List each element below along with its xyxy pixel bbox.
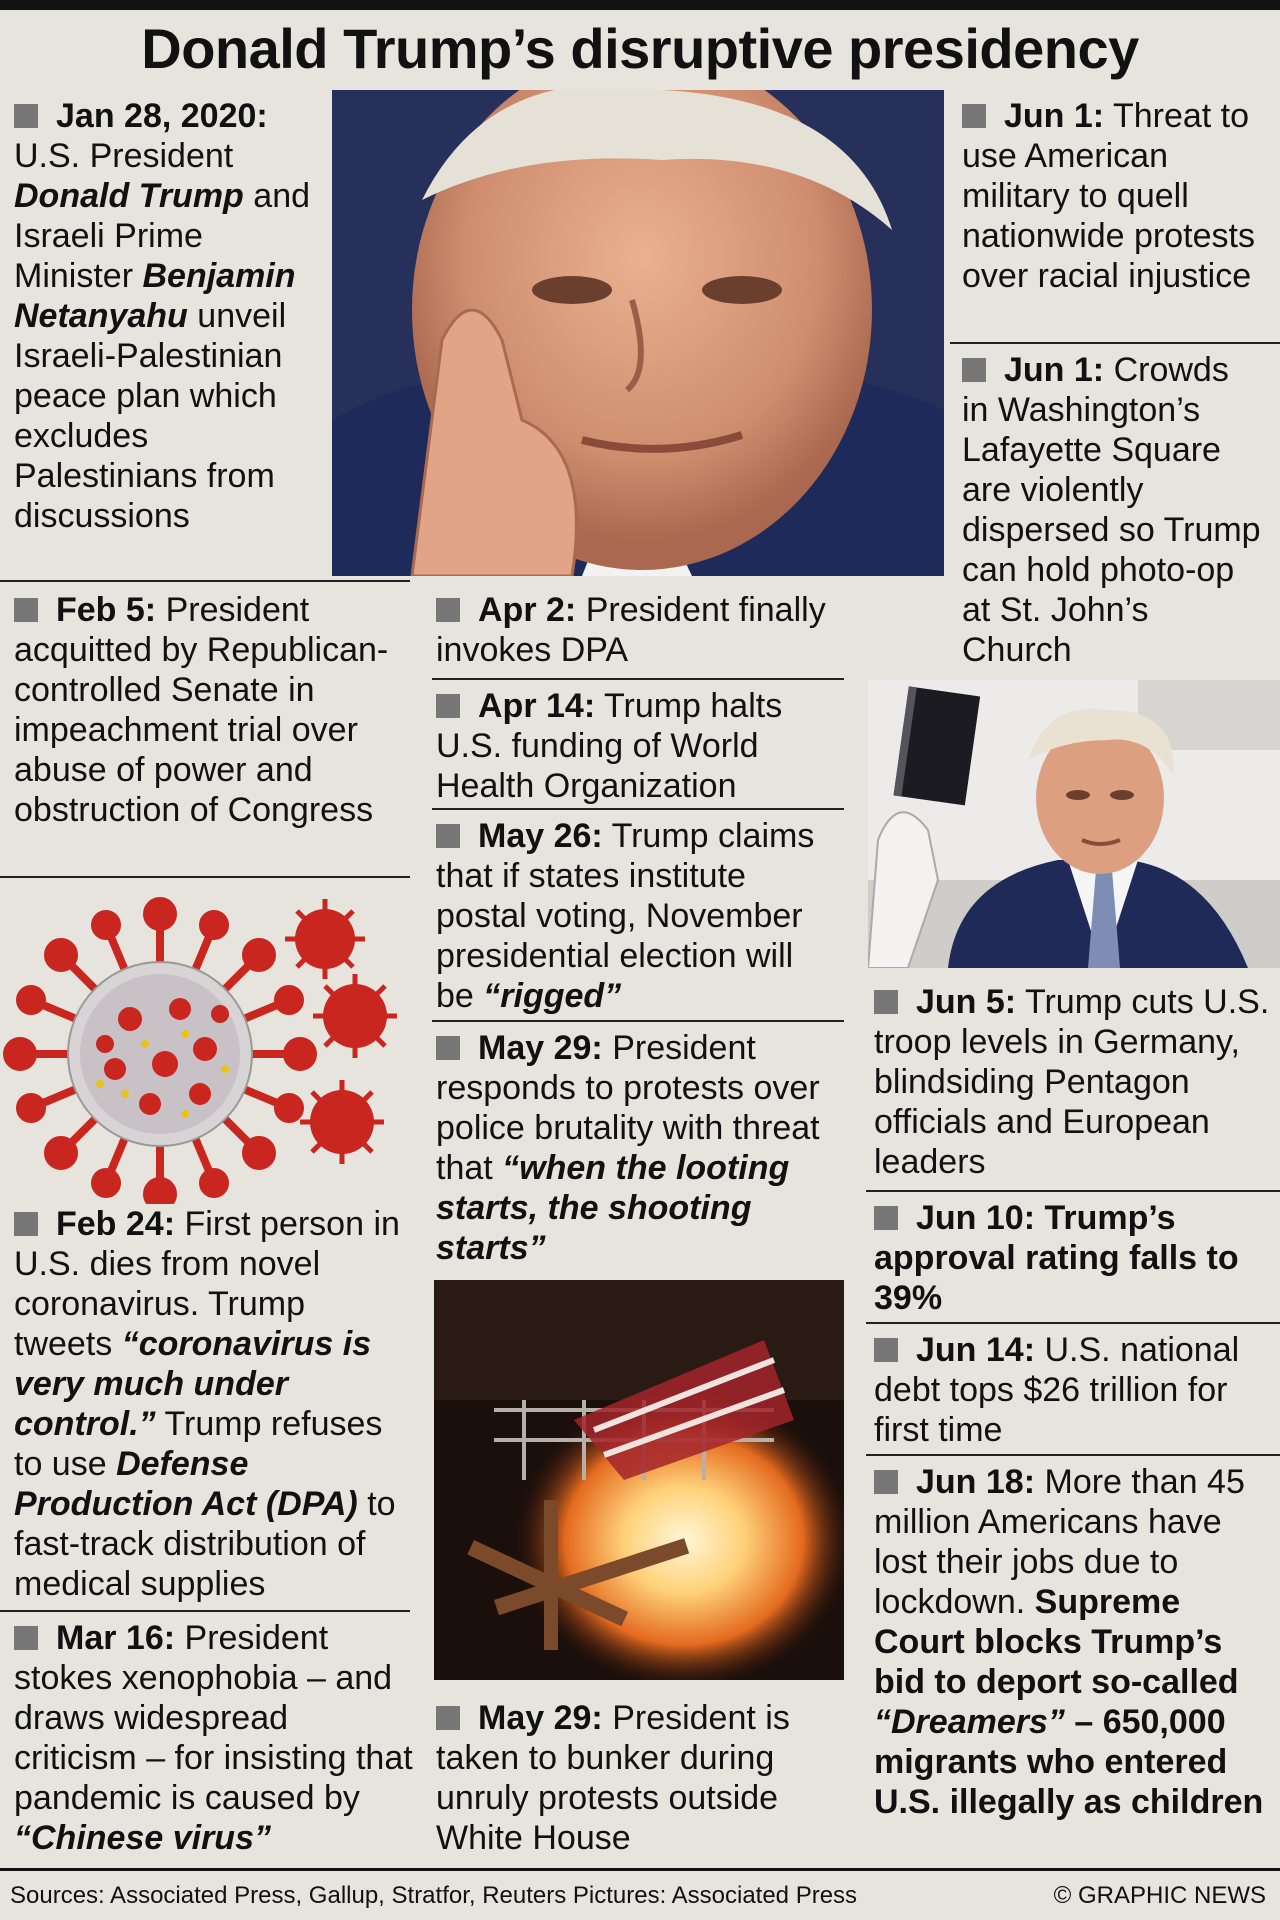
bullet-square (874, 1206, 898, 1230)
divider (432, 678, 844, 680)
divider (0, 876, 410, 878)
divider (432, 808, 844, 810)
event-feb5: Feb 5: President acquitted by Republican-controlled Senate in impeachment trial over abuse of power and obstruction of Congress (14, 591, 389, 829)
event-may29b: May 29: President is taken to bunker during unruly protests outside White House (436, 1699, 790, 1857)
event-feb24: Feb 24: First person in U.S. dies from novel coronavirus. Trump tweets “coronavirus is very much under control.” Trump refuses to use Defense Production Act (DPA) to fast-track distribution of medical supplies (14, 1205, 400, 1603)
bullet-square (874, 1338, 898, 1362)
event-jun5: Jun 5: Trump cuts U.S. troop levels in Germany, blindsiding Pentagon officials and European leaders (874, 983, 1270, 1181)
bullet-square (436, 824, 460, 848)
divider (866, 1454, 1280, 1456)
protest-fire-photo (434, 1280, 844, 1680)
bible-photo-op-photo (868, 680, 1280, 968)
bullet-square (962, 104, 986, 128)
divider (950, 342, 1280, 344)
bullet-square (14, 104, 38, 128)
event-jun1b: Jun 1: Crowds in Washington’s Lafayette Square are violently dispersed so Trump can hold photo-op at St. John’s Church (962, 351, 1261, 669)
trump-pointing-photo (332, 90, 944, 576)
event-apr2: Apr 2: President finally invokes DPA (436, 591, 826, 669)
event-apr14: Apr 14: Trump halts U.S. funding of World Health Organization (436, 687, 783, 805)
bullet-square (436, 1036, 460, 1060)
bullet-square (14, 1626, 38, 1650)
bullet-square (436, 694, 460, 718)
page-title: Donald Trump’s disruptive presidency (141, 17, 1139, 80)
divider (0, 580, 410, 582)
divider (432, 1020, 844, 1022)
event-may29a: May 29: President responds to protests over police brutality with threat that “when the looting starts, the shooting starts” (436, 1029, 820, 1267)
event-jun1a: Jun 1: Threat to use American military to quell nationwide protests over racial injustice (962, 97, 1255, 295)
bullet-square (14, 598, 38, 622)
footer (0, 1868, 1280, 1920)
event-mar16: Mar 16: President stokes xenophobia – and draws widespread criticism – for insisting that pandemic is caused by “Chinese virus” (14, 1619, 413, 1857)
divider (866, 1322, 1280, 1324)
top-bar (0, 0, 1280, 10)
bullet-square (14, 1212, 38, 1236)
bullet-square (874, 990, 898, 1014)
divider (866, 1190, 1280, 1192)
event-jan28: Jan 28, 2020: U.S. President Donald Trump and Israeli Prime Minister Benjamin Netanyahu unveil Israeli-Palestinian peace plan which excludes Palestinians from discussions (14, 97, 311, 535)
event-jun18: Jun 18: More than 45 million Americans have lost their jobs due to lockdown. Supreme Court blocks Trump’s bid to deport so-called “Dreamers” – 650,000 migrants who entered U.S. illegally as children (874, 1463, 1264, 1821)
bullet-square (436, 1706, 460, 1730)
graphic-news-credit: © GRAPHIC NEWS (1053, 1882, 1266, 1909)
event-jun14: Jun 14: U.S. national debt tops $26 trillion for first time (874, 1331, 1240, 1449)
sources-credit: Sources: Associated Press, Gallup, Stratfor, Reuters Pictures: Associated Press (10, 1882, 858, 1909)
bullet-square (874, 1470, 898, 1494)
bullet-square (962, 358, 986, 382)
divider (0, 1610, 410, 1612)
coronavirus-illustration (0, 884, 410, 1204)
event-may26: May 26: Trump claims that if states institute postal voting, November presidential election will be “rigged” (436, 817, 815, 1015)
bullet-square (436, 598, 460, 622)
event-jun10: Jun 10: Trump’s approval rating falls to 39% (874, 1199, 1239, 1317)
